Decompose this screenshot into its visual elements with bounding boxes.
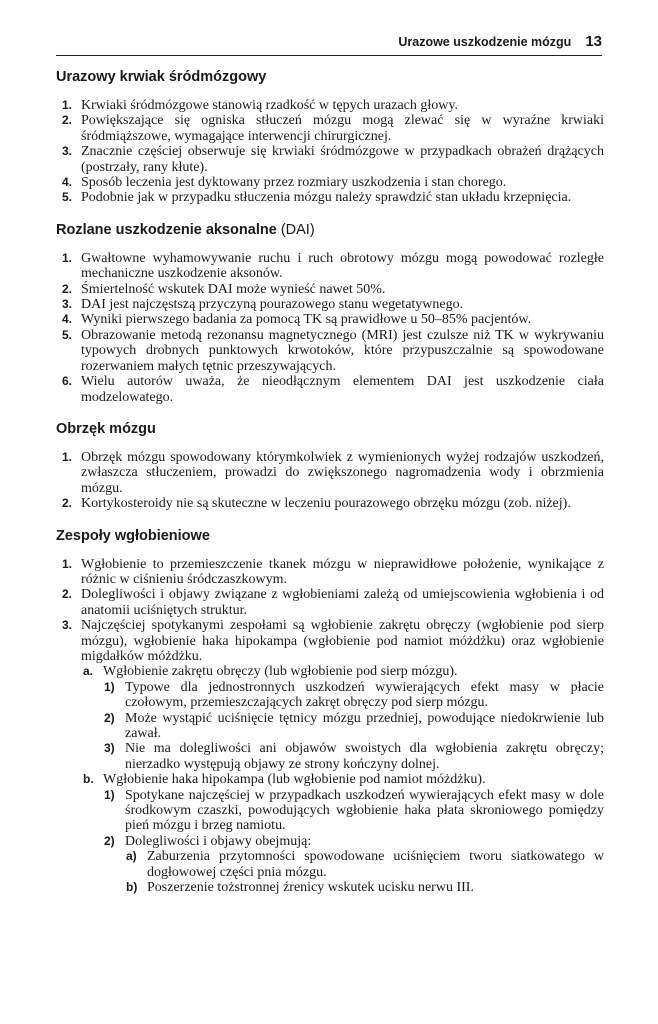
list-item	[56, 251, 604, 282]
item-number: 3)	[104, 741, 115, 756]
item-number: 5.	[62, 190, 73, 205]
item-number: 4.	[62, 175, 73, 190]
item-text: Spotykane najczęściej w przypadkach uszkodzeń wywierających efekt masy w dole środkowym czaszki, powodujących wgłobienie haka płata skroniowego pomiędzy pień mózgu i brzeg namiotu.	[125, 787, 604, 834]
list-item	[56, 282, 604, 297]
item-text: Znacznie częściej obserwuje się krwiaki śródmózgowe w przypadkach obrażeń drążących (postrzały, rany kłute).	[81, 144, 604, 175]
item-text: Nie ma dolegliwości ani objawów swoistych dla wgłobienia zakrętu obręczy; nierzadko występują objawy ze strony kończyny dolnej.	[125, 741, 604, 772]
item-number: 2.	[62, 281, 73, 296]
item-text: Krwiaki śródmózgowe stanowią rzadkość w tępych urazach głowy.	[81, 98, 458, 113]
item-number: 3.	[62, 618, 73, 633]
running-header	[56, 33, 602, 56]
item-text: Obrzęk mózgu spowodowany którymkolwiek z wymienionych wyżej rodzajów uszkodzeń, zwłaszcza stłuczeniem, prowadzi do zwiększonego nagromadzenia wody i obrzmienia mózgu.	[81, 449, 604, 496]
list-item	[56, 618, 604, 895]
section-heading-text: Rozlane uszkodzenie aksonalne	[56, 221, 277, 238]
item-number: 3.	[62, 297, 73, 312]
item-number: 2)	[104, 710, 115, 725]
sub-sub-list-item	[103, 711, 604, 742]
item-text: Kortykosteroidy nie są skuteczne w leczeniu pourazowego obrzęku mózgu (zob. niżej).	[81, 496, 571, 512]
sub-sub-list-item	[103, 741, 604, 772]
list-item	[56, 175, 604, 190]
item-number: 1.	[62, 98, 73, 112]
list-item	[56, 496, 604, 511]
numbered-list	[56, 98, 604, 206]
item-number: 1.	[62, 449, 73, 464]
list-item	[56, 374, 604, 405]
list-item	[56, 297, 604, 312]
page-number: 13	[585, 33, 602, 50]
list-item	[56, 113, 604, 144]
list-item	[56, 587, 604, 618]
item-text: Podobnie jak w przypadku stłuczenia mózgu należy sprawdzić stan układu krzepnięcia.	[81, 190, 572, 206]
list-item	[56, 144, 604, 175]
item-number: 1.	[62, 250, 73, 265]
item-text: Wyniki pierwszego badania za pomocą TK są prawidłowe u 50–85% pacjentów.	[81, 312, 532, 328]
item-text: Obrazowanie metodą rezonansu magnetycznego (MRI) jest czulsze niż TK w wykrywaniu typowych drobnych punktowych krwotoków, które przypuszczalnie są spowodowane rozerwaniem małych tętnic przeszywających.	[81, 327, 604, 374]
item-letter: a.	[83, 664, 94, 679]
item-number: 3.	[62, 144, 73, 159]
item-number: 6.	[62, 374, 73, 389]
running-header-title: Urazowe uszkodzenie mózgu	[398, 35, 572, 49]
item-text: Wgłobienie to przemieszczenie tkanek mózgu w nieprawidłowe położenie, wynikające z różnic w ciśnieniu śródczaszkowym.	[81, 556, 604, 587]
sub-sub-sub-list	[125, 849, 604, 895]
section-diffuse-axonal-injury	[56, 221, 604, 405]
item-text: Najczęściej spotykanymi zespołami są wgłobienie zakrętu obręczy (wgłobienie pod sierp mózgu), wgłobienie haka hipokampa (wgłobienie pod namiot móżdżku) oraz wgłobienie migdałków móżdżku.	[81, 618, 604, 664]
list-item	[56, 190, 604, 205]
list-item	[56, 557, 604, 588]
item-number: 1)	[104, 679, 115, 694]
item-text: Śmiertelność wskutek DAI może wynieść nawet 50%.	[81, 281, 386, 297]
section-heading: Zespoły wgłobieniowe	[56, 527, 210, 544]
section-intracerebral-hematoma	[56, 68, 604, 206]
item-number: 2.	[62, 496, 73, 511]
item-text: Dolegliwości i objawy obejmują:	[125, 833, 312, 849]
numbered-list	[56, 450, 604, 512]
section-heading	[56, 221, 604, 239]
item-text: Poszerzenie tożstronnej źrenicy wskutek ucisku nerwu III.	[147, 880, 474, 896]
sub-sub-list-item	[103, 680, 604, 711]
item-text: Gwałtowne wyhamowywanie ruchu i ruch obrotowy mózgu mogą powodować rozległe mechaniczne uszkodzenie aksonów.	[81, 250, 604, 282]
sub-sub-list	[103, 788, 604, 896]
item-number: 2)	[104, 833, 115, 848]
sub-sub-list	[103, 680, 604, 772]
list-item	[56, 98, 604, 113]
sub-list-item	[81, 664, 604, 772]
sub-list-item	[81, 772, 604, 895]
item-text: Sposób leczenia jest dyktowany przez rozmiary uszkodzenia i stan chorego.	[81, 175, 507, 191]
page-content	[56, 68, 604, 910]
numbered-list	[56, 557, 604, 896]
sub-sub-list-item	[103, 788, 604, 834]
list-item	[56, 328, 604, 374]
item-text: Wgłobienie zakrętu obręczy (lub wgłobienie pod sierp mózgu).	[103, 664, 458, 680]
item-number: 2.	[62, 113, 73, 128]
item-text: Powiększające się ogniska stłuczeń mózgu mogą zlewać się w wyraźne krwiaki śródmiąższowe, wymagające interwencji chirurgicznej.	[81, 113, 604, 144]
list-item	[56, 312, 604, 327]
numbered-list	[56, 251, 604, 405]
item-number: 4.	[62, 312, 73, 327]
item-letter: b.	[83, 772, 94, 787]
item-number: 1.	[62, 556, 73, 571]
item-text: Wgłobienie haka hipokampa (lub wgłobienie pod namiot móżdżku).	[103, 772, 486, 788]
item-text: Dolegliwości i objawy związane z wgłobieniami zależą od umiejscowienia wgłobienia i od anatomii uciśniętych struktur.	[81, 587, 604, 618]
sub-sub-sub-list-item	[125, 849, 604, 880]
section-heading: Urazowy krwiak śródmózgowy	[56, 69, 267, 85]
item-number: 1)	[104, 787, 115, 802]
item-text: DAI jest najczęstszą przyczyną pourazowego stanu wegetatywnego.	[81, 297, 464, 313]
item-text: Wielu autorów uważa, że nieodłącznym elementem DAI jest uszkodzenie ciała modzelowatego.	[81, 374, 604, 405]
item-text: Zaburzenia przytomności spowodowane uciśnięciem tworu siatkowatego w dogłowowej części pnia mózgu.	[147, 849, 604, 880]
section-heading-suffix: (DAI)	[280, 221, 315, 238]
section-brain-edema	[56, 420, 604, 512]
list-item	[56, 450, 604, 496]
sub-sub-sub-list-item	[125, 880, 604, 895]
item-text: Typowe dla jednostronnych uszkodzeń wywierających efekt masy w płacie czołowym, przemieszczających zakręt obręczy pod sierp mózgu.	[125, 679, 604, 711]
sub-list	[81, 664, 604, 895]
item-number: 2.	[62, 587, 73, 602]
item-letter: b)	[126, 880, 138, 895]
section-herniation-syndromes	[56, 527, 604, 896]
sub-sub-list-item	[103, 834, 604, 896]
item-letter: a)	[126, 849, 137, 864]
item-number: 5.	[62, 327, 73, 342]
item-text: Może wystąpić uciśnięcie tętnicy mózgu przedniej, powodujące niedokrwienie lub zawał.	[125, 710, 604, 741]
section-heading: Obrzęk mózgu	[56, 420, 156, 437]
